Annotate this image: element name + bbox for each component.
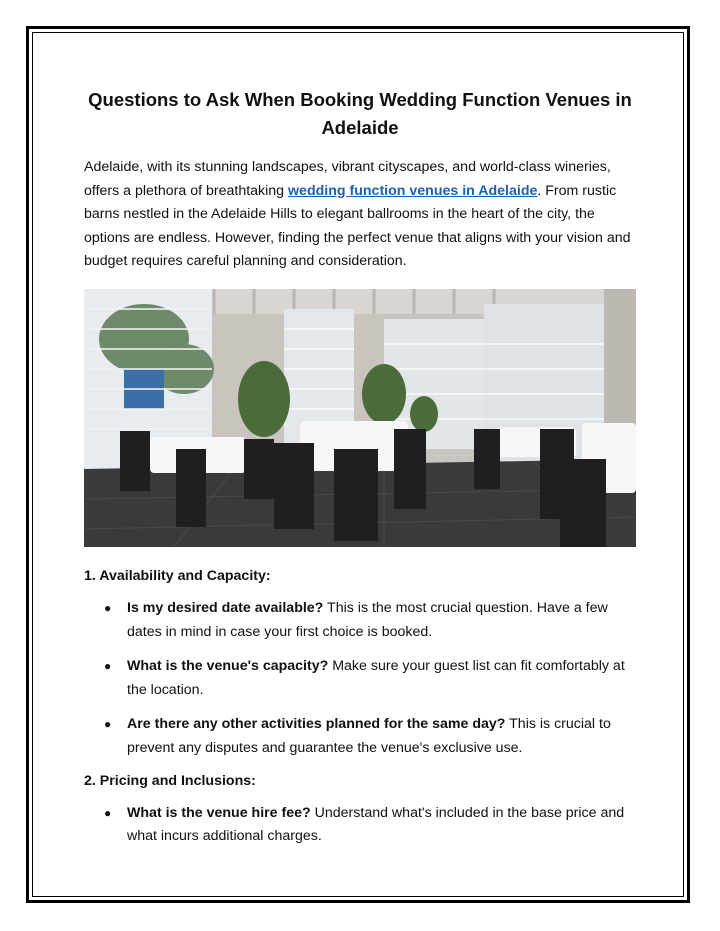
- section-availability: [84, 565, 636, 761]
- answer-text: This is the most crucial question. Have a few dates in mind in case your first choice is booked.: [127, 599, 608, 640]
- list-item: [84, 655, 636, 702]
- question-text: Are there any other activities planned for the same day?: [127, 716, 506, 733]
- list-item: [84, 713, 636, 760]
- section-pricing: [84, 770, 636, 849]
- bullet-icon: ●: [104, 805, 112, 820]
- question-text: What is the venue's capacity?: [127, 658, 329, 675]
- bullet-icon: ●: [104, 717, 112, 732]
- answer-text: Understand what's included in the base price and what incurs additional charges.: [127, 804, 625, 845]
- question-list: [84, 802, 636, 849]
- question-list: [84, 597, 636, 761]
- bullet-icon: ●: [104, 659, 112, 674]
- document-body: [84, 86, 636, 860]
- venue-interior-photo: [84, 289, 636, 547]
- intro-paragraph: [84, 156, 636, 274]
- section-heading: 1. Availability and Capacity:: [84, 567, 271, 584]
- page-title: Questions to Ask When Booking Wedding Function Venues in Adelaide: [88, 89, 632, 138]
- bullet-icon: ●: [104, 600, 112, 615]
- intro-text-end: . From rustic barns nestled in the Adelaide Hills to elegant ballrooms in the heart of the city, the options are endless. However, finding the perfect venue that aligns with your vision and budget requires careful planning and consideration.: [84, 182, 631, 270]
- venues-link[interactable]: wedding function venues in Adelaide: [288, 182, 538, 199]
- question-text: What is the venue hire fee?: [127, 804, 311, 821]
- list-item: [84, 597, 636, 644]
- answer-text: This is crucial to prevent any disputes and guarantee the venue's exclusive use.: [127, 716, 611, 756]
- list-item: [84, 802, 636, 849]
- intro-text-start: Adelaide, with its stunning landscapes, vibrant cityscapes, and world-class wineries, offers a plethora of breathtaking: [84, 159, 611, 199]
- question-text: Is my desired date available?: [127, 599, 324, 616]
- section-heading: 2. Pricing and Inclusions:: [84, 772, 256, 789]
- answer-text: Make sure your guest list can fit comfortably at the location.: [127, 658, 625, 698]
